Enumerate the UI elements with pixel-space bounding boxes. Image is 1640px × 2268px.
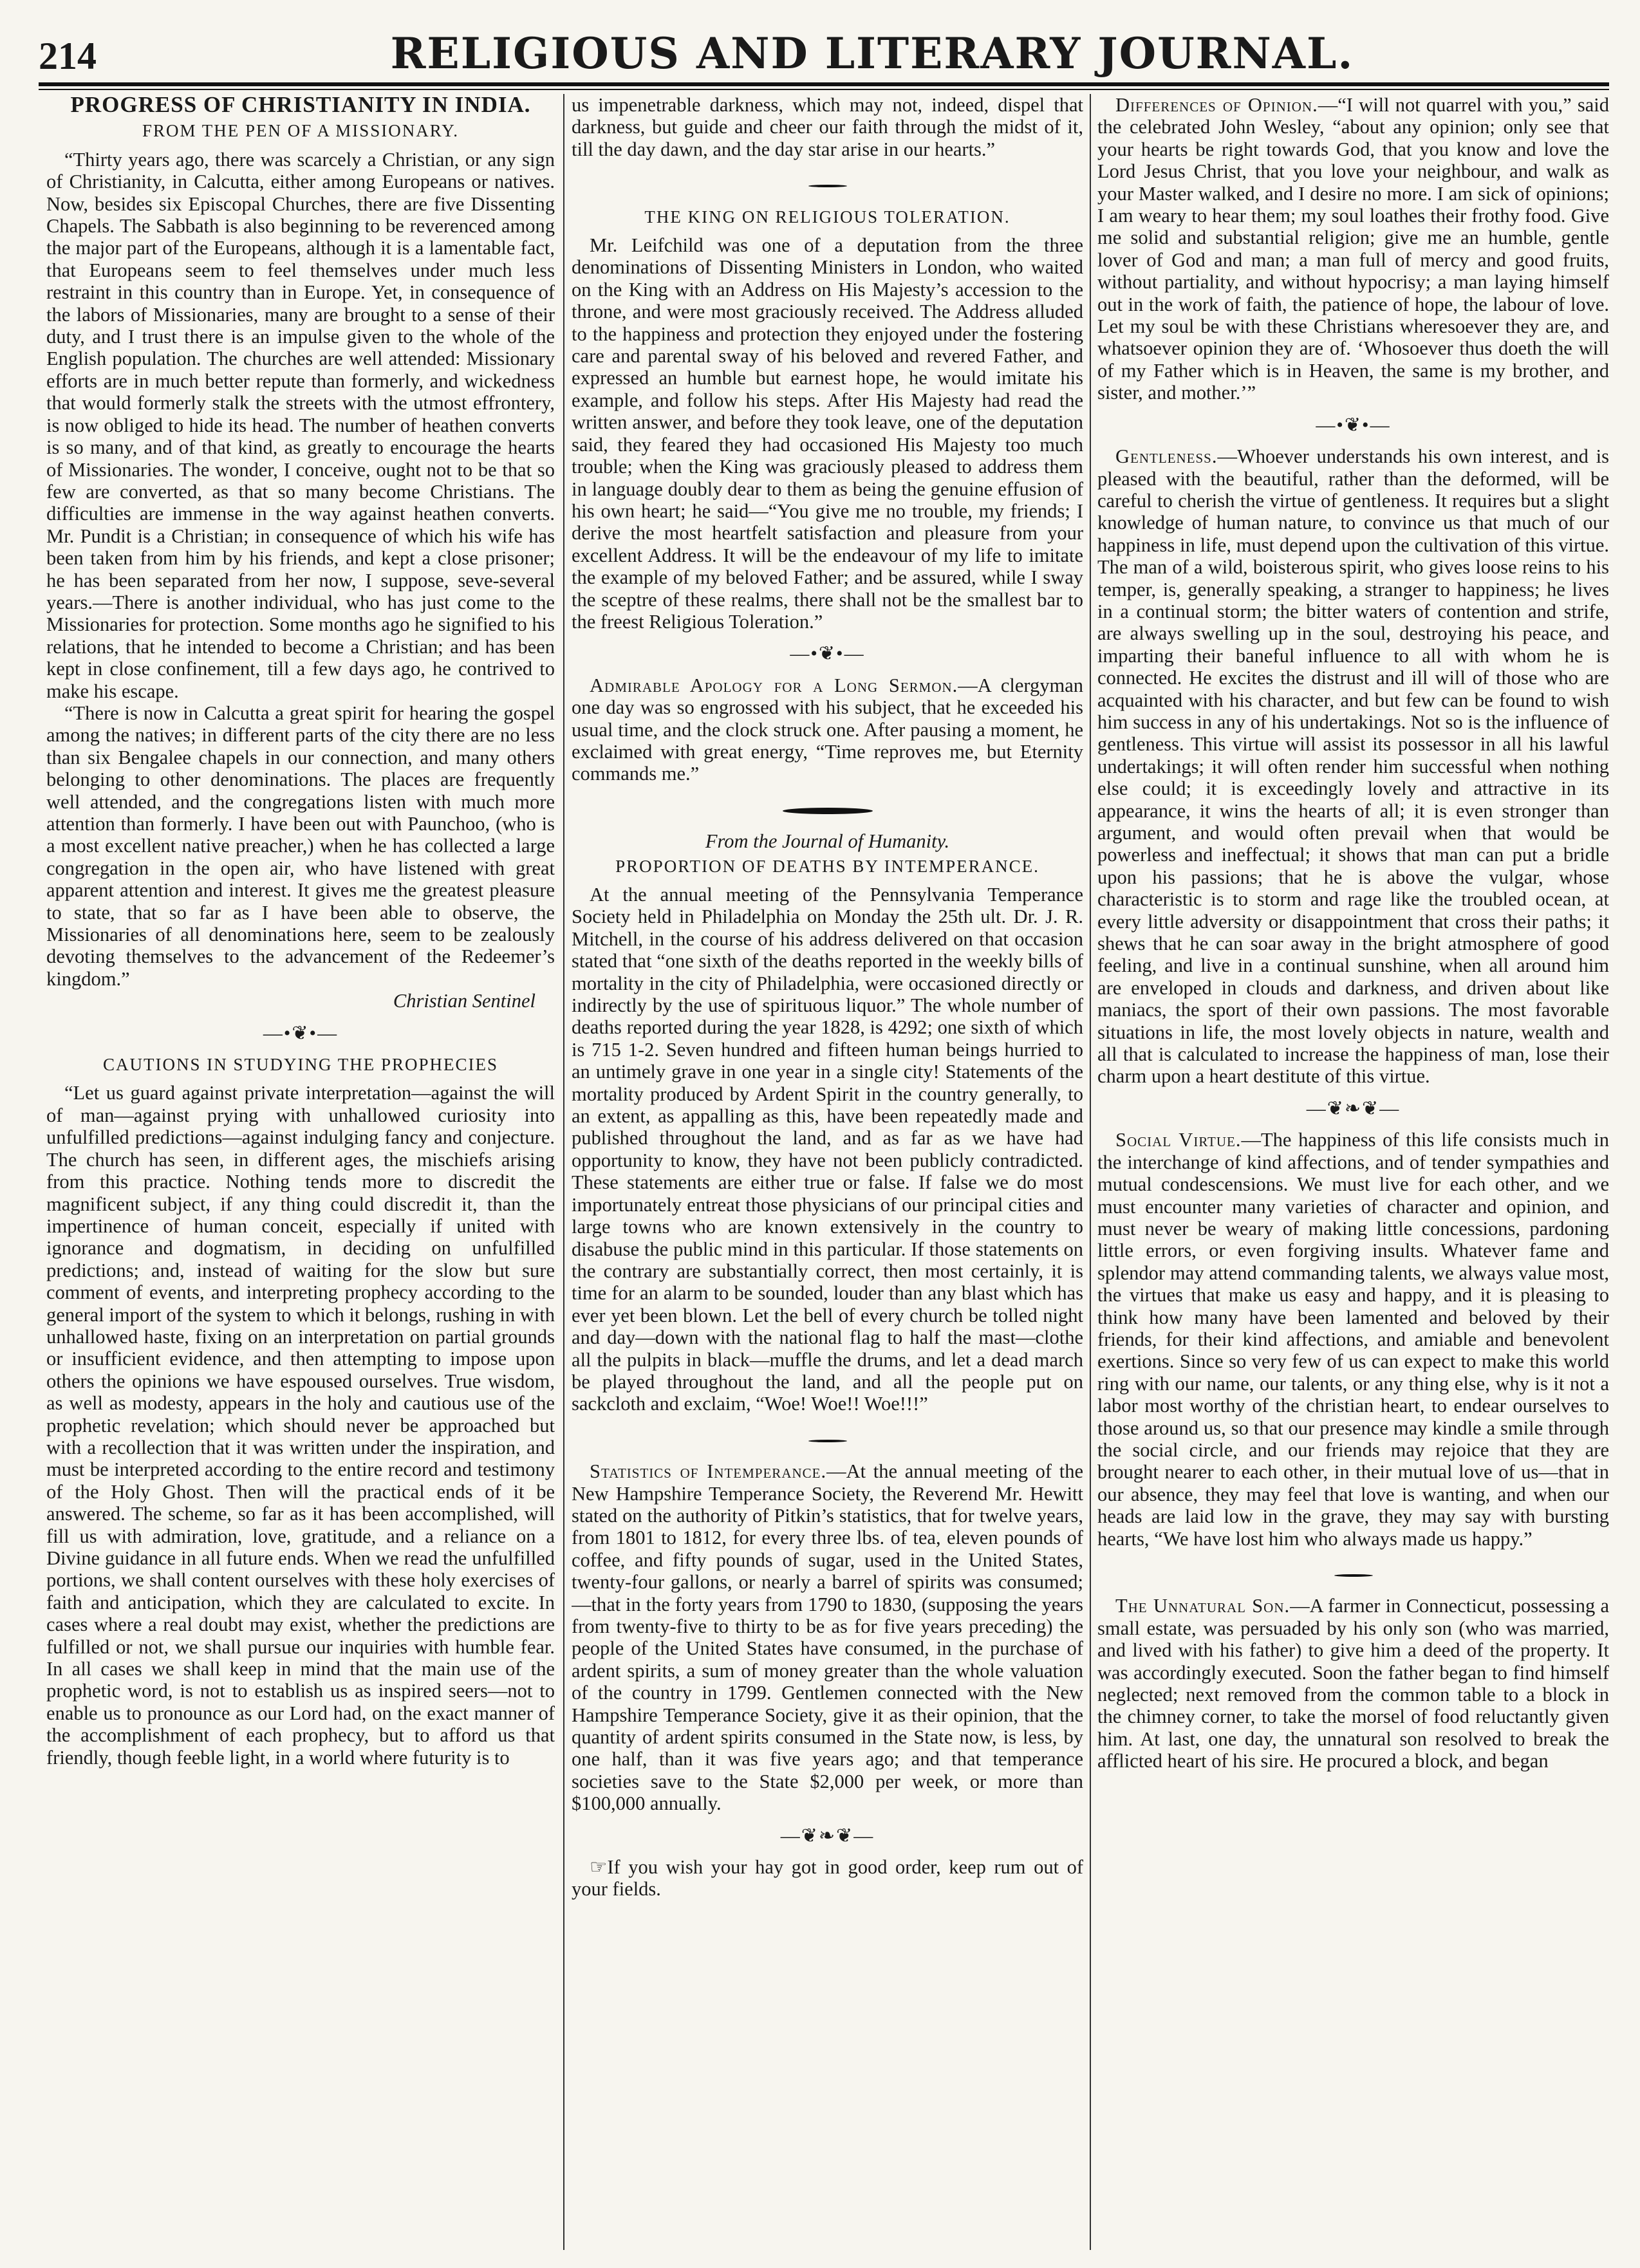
article-paragraph: “Thirty years ago, there was scarcely a Christian, or any sign of Christianity, in Calcutta, either among Europeans or natives. Now, besides six Episcopal Churches, there are five Dissenting Chapels. The Sabbath is also beginning to be reverenced among the major part of the Europeans, although it is a lamentable fact, that Europeans seem to feel themselves under much less restraint in this country than in Europe. Yet, in consequence of the labors of Missionaries, many are brought to a sense of their duty, and I trust there is an impulse given to the whole of the English population. The churches are well attended: Missionary efforts are in much better repute than formerly, and wickedness that would formerly stalk the streets with the utmost effrontery, is now obliged to hide its head. The number of heathen converts is so many, and of that kind, as greatly to encourage the hearts of Missionaries. The wonder, I conceive, ought not to be that so few are converted, as that so many become Christians. The difficulties are immense in the way against heathen converts. Mr. Pundit is a Christian; in consequence of which his wife has been taken from him by his friends, and kept a close prisoner; he has been separated from her now, I suppose, seve-several years.—There is another individual, who has just come to the Missionaries for protection. Some months ago he signified to his relations, that he intended to become a Christian; and has been kept in close confinement, till a few days ago, he contrived to make his escape. [46,148,555,702]
article-text: —A clergyman one day was so engrossed with his subject, that he exceeded his usual time, and the clock struck one. After pausing a moment, he exclaimed with great energy, “Time reproves me, but Eternity commands me.” [572,674,1083,785]
article-text: —A farmer in Connecticut, possessing a small estate, was persuaded by his only son (who was married, and lived with his father) to give him a deed of the property. It was accordingly executed. Soon the father began to find himself neglected; next removed from the common table to a block in the chimney corner, to take the morsel of food reluctantly given him. At last, one day, the unnatural son resolved to break the afflicted heart of his sire. He procured a block, and began [1097,1595,1609,1772]
article-paragraph: At the annual meeting of the Pennsylvania Temperance Society held in Philadelphia on Monday the 25th ult. Dr. J. R. Mitchell, in the course of his address delivered on that occasion stated that “one sixth of the deaths reported in the weekly bills of mortality in the city of Philadelphia, were occasioned directly or indirectly by the use of spirituous liquor.” The whole number of deaths reported during the year 1828, is 4292; one sixth of which is 715 1-2. Seven hundred and fifteen human beings hurried to an untimely grave in one year in a single city! Statements of the mortality produced by Ardent Spirit in the country generally, to an extent, as appalling as this, have been repeatedly made and published throughout the land, and as far as we have had opportunity to know, they have not been publicly contradicted. These statements are either true or false. If false we do most importunately entreat those physicians of our principal cities and large towns who are known extensively in the country to disabuse the public mind in this particular. If those statements on the contrary are substantially correct, then most certainly, it is time for an alarm to be sounded, louder than any blast which has ever yet been blown. Let the bell of every church be tolled night and day—down with the national flag to half the mast—clothe all the pulpits in black—muffle the drums, and let a dead march be played throughout the land, and all the people put on sackcloth and exclaim, “Woe! Woe!! Woe!!!” [572,884,1083,1415]
header-rule [39,82,1609,86]
ornament-divider: —•❦•— [263,1022,339,1044]
article-paragraph [1097,1595,1609,1772]
article-paragraph: us impenetrable darkness, which may not, indeed, dispel that darkness, but guide and cheer our faith through the midst of it, till the day dawn, and the day star arise in our hearts.” [572,94,1083,160]
article-paragraph [1097,94,1609,404]
article-byline: FROM THE PEN OF A MISSIONARY. [142,121,460,141]
article-heading: Admirable Apology for a Long Sermon. [590,674,958,696]
article-text: If you wish your hay got in good order, keep rum out of your fields. [572,1856,1083,1901]
article-heading: Statistics of Intemperance. [590,1460,827,1483]
article-paragraph [572,1460,1083,1815]
article-paragraph [1097,1129,1609,1550]
ornament-divider: —❦❧❦— [1306,1097,1401,1119]
ornament-divider: —•❦•— [1316,414,1391,436]
header-rule-thin [39,89,1609,90]
article-text: —“I will not quarrel with you,” said the celebrated John Wesley, “about any opinion; only see that your hearts be right towards God, that you know and love the Lord Jesus Christ, that you love your neighbour, and walk as your Master walked, and I desire no more. I am sick of opinions; I am weary to hear them; my soul loathes their frothy food. Give me solid and substantial religion; give me an humble, gentle lover of God and man; a man full of mercy and good fruits, without partiality, and without hypocrisy; a man laying himself out in the work of faith, the patience of hope, the labour of love. Let my soul be with these Christians wheresoever they are, and whatsoever opinion they are of. ‘Whosoever thus doeth the will of my Father which is in Heaven, the same is my brother, and sister, and mother.’” [1097,94,1609,404]
article-title: PROPORTION OF DEATHS BY INTEMPERANCE. [615,856,1039,876]
article-title: CAUTIONS IN STUDYING THE PROPHECIES [102,1055,499,1075]
article-paragraph: Mr. Leifchild was one of a deputation from the three denominations of Dissenting Ministers in London, who waited on the King with an Address on His Majesty’s accession to the throne, and were most graciously received. The Address alluded to the happiness and protection they enjoyed under the fostering care and parental sway of his beloved and revered Father, and expressed an humble but earnest hope, he would imitate his example, and follow his steps. After His Majesty had read the written answer, and before they took leave, one of the deputation said, they feared they had occasioned His Majesty too much trouble; when the King was graciously pleased to address them in language doubly dear to them as being the genuine effusion of his own heart; he said—“You give me no trouble, my friends; I derive the most heartfelt satisfaction and pleasure from your excellent Address. It will be the endeavour of my life to imitate the example of my beloved Father; and be assured, while I sway the sceptre of these realms, there shall not be the smallest bar to the freest Religious Toleration.” [572,234,1083,633]
article-heading: Differences of Opinion. [1115,94,1318,116]
column-2 [572,94,1083,2250]
ornament-divider [572,798,1083,820]
column-3 [1097,94,1609,2250]
ornament-divider [1097,1563,1609,1585]
article-heading: Social Virtue. [1115,1129,1242,1151]
column-divider [563,94,564,2250]
article-heading: The Unnatural Son. [1115,1595,1291,1617]
ornament-divider [572,1428,1083,1450]
article-title: THE KING ON RELIGIOUS TOLERATION. [644,207,1011,227]
column-divider [1090,94,1091,2250]
ornament-divider: —•❦•— [790,643,865,665]
article-paragraph [572,674,1083,785]
article-paragraph [1097,445,1609,1088]
article-paragraph: “There is now in Calcutta a great spirit for hearing the gospel among the natives; in different parts of the city there are no less than six Bengalee chapels in our connection, and many others belonging to other denominations. The places are frequently well attended, and the congregations listen with much more attention than formerly. I have been out with Paunchoo, (who is a most excellent native preacher,) when he has collected a large congregation in the open air, who have listened with great apparent attention and interest. It gives me the greatest pleasure to state, that so far as I have been able to observe, the Missionaries of all denominations here, seem to be zealously devoting themselves to the advancement of the Redeemer’s kingdom.” [46,702,555,990]
column-1 [46,94,555,2250]
page-number: 214 [39,35,97,77]
article-text: —Whoever understands his own interest, and is pleased with the beautiful, rather than the deformed, will be careful to cherish the virtue of gentleness. It requires but a slight knowledge of human nature, to convince us that much of our happiness in life, must depend upon the cultivation of this virtue. The man of a wild, boisterous spirit, who gives loose reins to his temper, is, generally speaking, a stranger to happiness; he lives in a continual storm; the bitter waters of contention and strife, are always swelling up in the soul, destroying his peace, and imparting their baneful influence to all with whom he is connected. He excites the distrust and ill will of those who are acquainted with his character, and but few can be found to wish him success in any of his undertakings. Not so is the influence of gentleness. This virtue will assist its possessor in all his lawful undertakings; it will often render him successful when nothing else could; it is exceedingly lovely and attractive in its appearance, it wins the hearts of all; it is even stronger than argument, and would often prevail when that would be powerless and ineffectual; it shows that man can put a bridle upon his passions; that he is above the vulgar, whose characteristic is to storm and rage like the troubled ocean, at every little adversity or disappointment that cross their paths; it shews that he can soar away in the bright atmosphere of good feeling, and live in a continual sunshine, when all around him are enveloped in clouds and darkness, and driven about like maniacs, the sport of their own passions. The most favorable situations in life, the most lovely objects in nature, wealth and all that is calculated to increase the happiness of man, lose their charm upon a heart destitute of this virtue. [1097,445,1609,1088]
article-source: From the Journal of Humanity. [705,830,950,853]
article-credit: Christian Sentinel [393,990,536,1012]
article-text: —At the annual meeting of the New Hampshire Temperance Society, the Reverend Mr. Hewitt stated on the authority of Pitkin’s statistics, that for twelve years, from 1801 to 1812, for every three lbs. of tea, eleven pounds of coffee, and fifty pounds of sugar, used in the United States, twenty-four gallons, or nearly a barrel of spirits was consumed;—that in the forty years from 1790 to 1830, (supposing the years from twenty-five to thirty to be as for five years preceding) the people of the United States have consumed, in the purchase of ardent spirits, a sum of money greater than the whole valuation of the country in 1799. Gentlemen connected with the New Hampshire Temperance Society, give it as their opinion, that the quantity of ardent spirits consumed in the State now, is less, by one half, than it was five years ago; and that temperance societies save to the State $2,000 per week, or more than $100,000 annually. [572,1460,1083,1815]
article-paragraph [572,1856,1083,1901]
ornament-divider [572,173,1083,195]
journal-title: RELIGIOUS AND LITERARY JOURNAL. [390,28,1354,79]
pointing-hand-icon: ☞ [590,1856,608,1879]
page-header [39,14,1609,79]
article-title: PROGRESS OF CHRISTIANITY IN INDIA. [70,94,531,117]
article-paragraph: “Let us guard against private interpretation—against the will of man—against prying with unhallowed curiosity into unfulfilled predictions—against indulging fancy and conjecture. The church has seen, in different ages, the mischiefs arising from this practice. Nothing tends more to discredit the magnificent subject, if any thing could discredit it, than the impertinence of human conceit, especially if united with ignorance and dogmatism, in deciding on unfulfilled predictions; and, instead of waiting for the slow but sure comment of events, and interpreting prophecy according to the general import of the system to which it belongs, rushing in with unhallowed haste, fixing on an interpretation on partial grounds or insufficient evidence, and then attempting to impose upon others the opinions we have espoused ourselves. True wisdom, as well as modesty, appears in the holy and cautious use of the prophetic revelation; which should never be approached but with a recollection that it was written under the inspiration, and must be interpreted according to the entire record and testimony of the Holy Ghost. Then will the practical ends of it be answered. The scheme, so far as it has been accomplished, will fill us with admiration, love, gratitude, and a reliance on a Divine guidance in all future ends. When we read the unfulfilled portions, we shall content ourselves with these holy exercises of faith and anticipation, which they are calculated to excite. In cases where a real doubt may exist, whether the predictions are fulfilled or not, we shall pursue our inquiries with humble fear. In all cases we shall keep in mind that the main use of the prophetic word, is not to establish us as inspired seers—not to enable us to pronounce as our Lord had, on the exact manner of the accomplishment of each prophecy, but to afford us that friendly, though feeble light, in a world where futurity is to [46,1082,555,1769]
ornament-divider: —❦❧❦— [780,1825,875,1846]
article-heading: Gentleness. [1115,445,1218,468]
article-text: —The happiness of this life consists much in the interchange of kind affections, and of tender sympathies and mutual condescensions. We must live for each other, and we must encounter many varieties of character and opinion, and must never be weary of making little concessions, pardoning little errors, or even forgiving insults. Whatever fame and splendor may attend commanding talents, we always value most, the virtues that make us easy and happy, and it is pleasing to think how many have been lamented and beloved by their friends, for their kind affections, and amiable and benevolent exertions. Since so very few of us can expect to make this world ring with our name, our talents, or any thing else, why is it not a labor most worthy of the christian heart, to endear ourselves to those around us, so that our presence may kindle a smile through the social circle, and our friends may rejoice that they are brought nearer to each other, in their mutual love of us—that in our absence, they may feel that love is wanting, and when our heads are laid low in the grave, they may say with bursting hearts, “We have lost him who always made us happy.” [1097,1129,1609,1550]
